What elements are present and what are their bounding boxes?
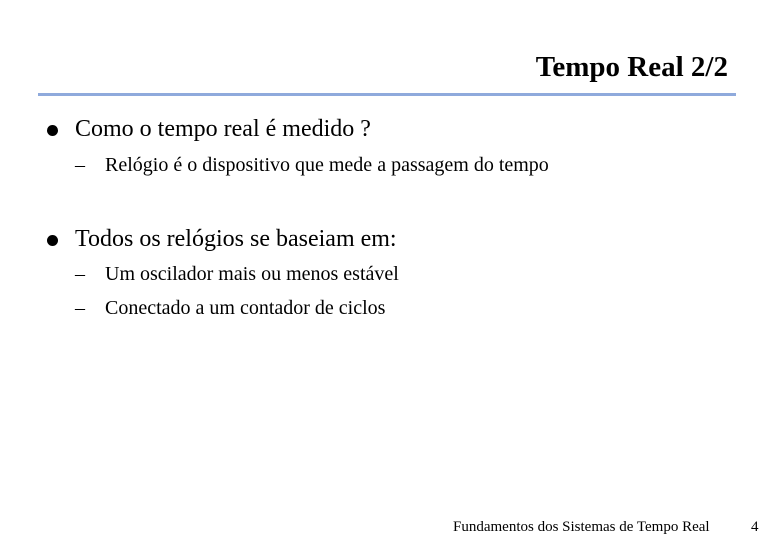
slide-title: Tempo Real 2/2: [535, 51, 728, 83]
sub-bullet-text: Um oscilador mais ou menos estável: [105, 263, 399, 285]
sub-bullet-text: Conectado a um contador de ciclos: [105, 297, 386, 319]
page-number: 4: [751, 519, 759, 535]
dash-icon: –: [75, 154, 85, 176]
dash-icon: –: [75, 263, 85, 285]
bullet-text: Como o tempo real é medido ?: [75, 116, 371, 142]
bullet-text: Todos os relógios se baseiam em:: [75, 226, 397, 252]
sub-bullet-text: Relógio é o dispositivo que mede a passagem do tempo: [105, 154, 549, 176]
footer-course-title: Fundamentos dos Sistemas de Tempo Real: [453, 519, 710, 535]
bullet-dot-icon: [47, 235, 58, 246]
title-divider: [38, 93, 736, 96]
dash-icon: –: [75, 297, 85, 319]
bullet-dot-icon: [47, 125, 58, 136]
